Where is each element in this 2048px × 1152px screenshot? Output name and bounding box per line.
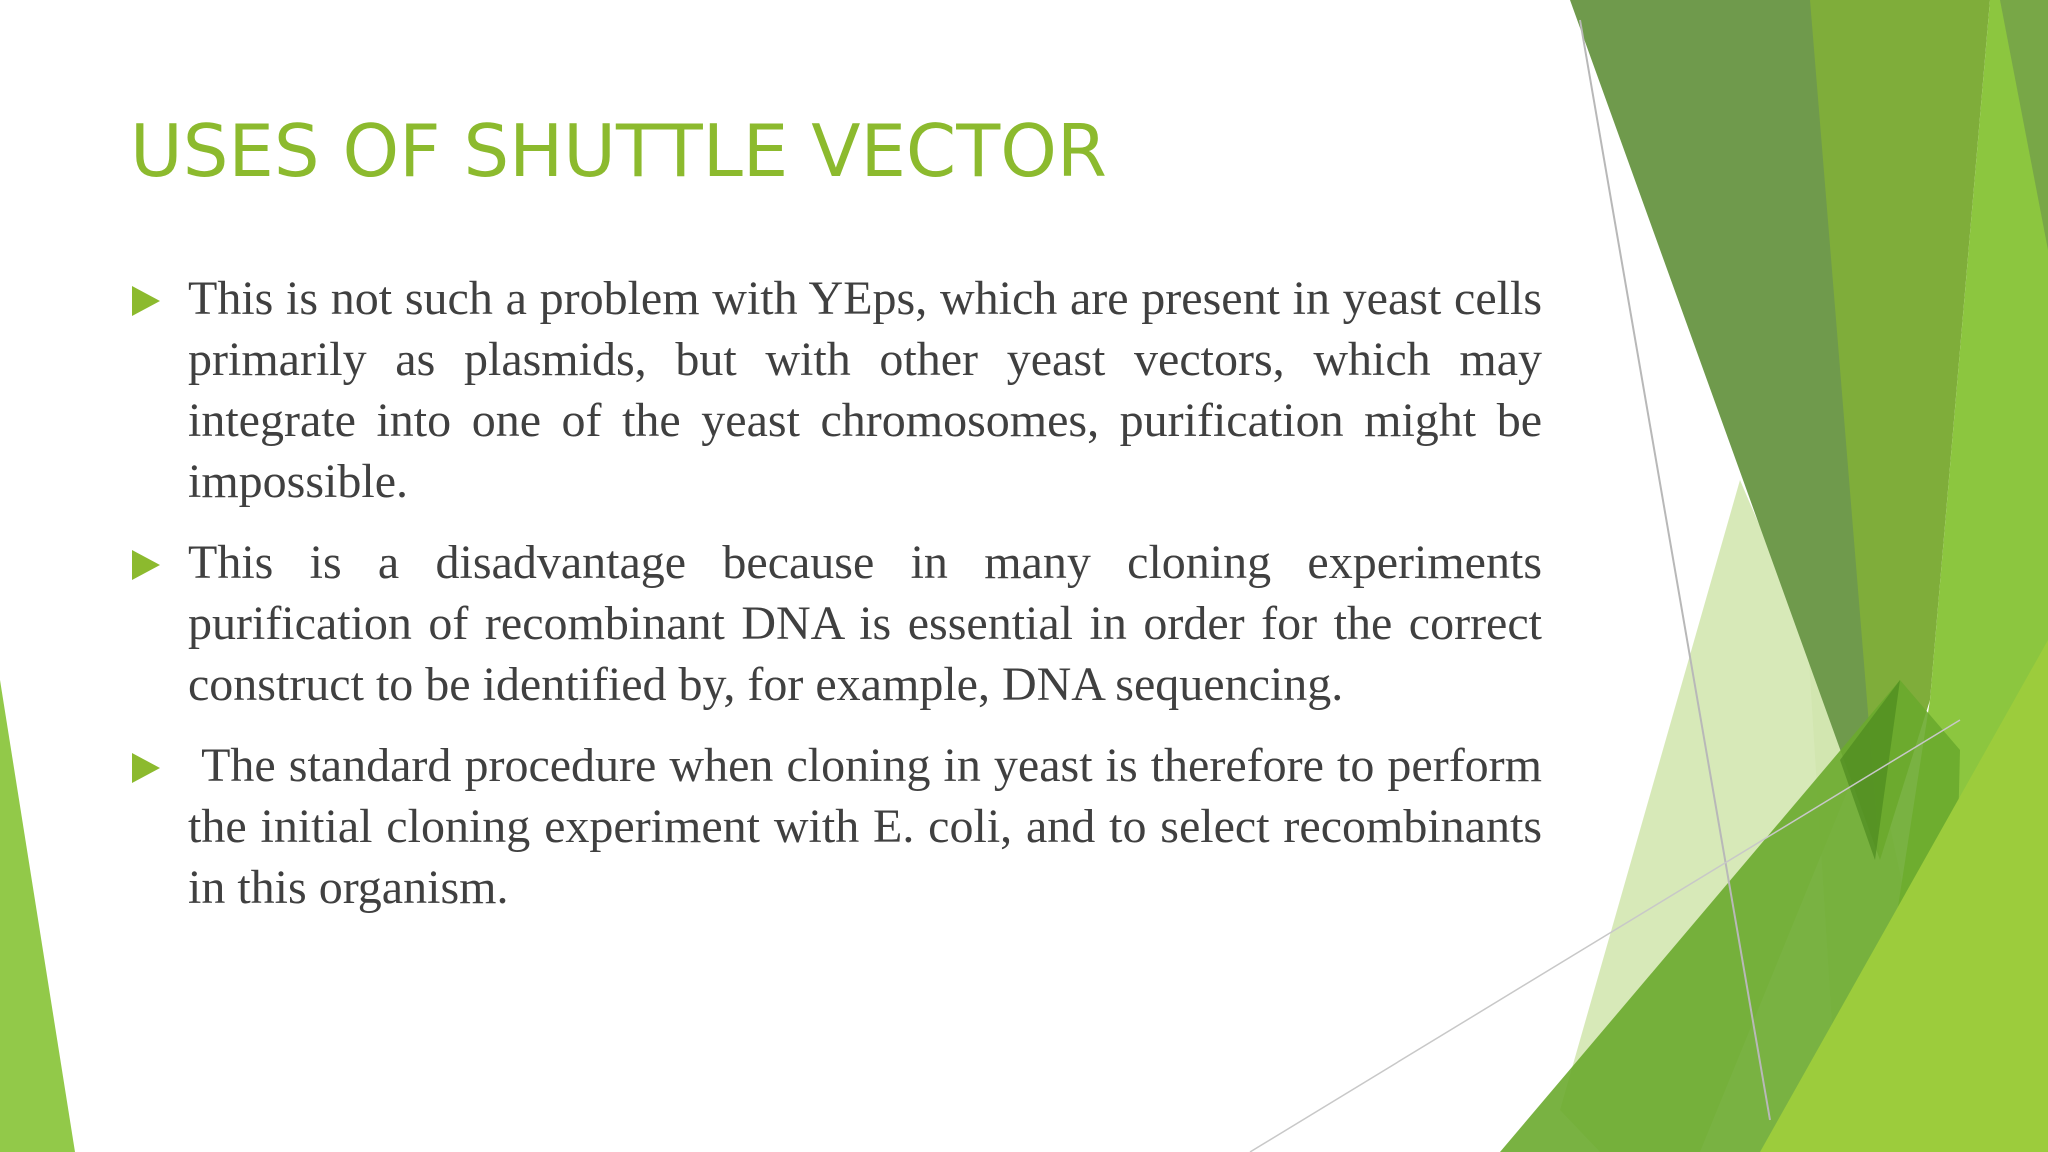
bullet-item <box>130 532 1542 715</box>
bullet-item <box>130 268 1542 512</box>
bullet-text: This is a disadvantage because in many cloning experiments purification of recombinant DNA is essential in order for the correct construct to be identified by, for example, DNA sequencing. <box>188 536 1542 711</box>
bullet-list <box>130 268 1555 938</box>
bullet-arrow-icon <box>132 550 160 580</box>
slide-title: USES OF SHUTTLE VECTOR <box>130 109 1107 193</box>
bullet-text: This is not such a problem with YEps, which are present in yeast cells primarily as plasmids, but with other yeast vectors, which may integrate into one of the yeast chromosomes, purification might be impossible. <box>188 272 1542 508</box>
bullet-arrow-icon <box>132 286 160 316</box>
bullet-text: The standard procedure when cloning in yeast is therefore to perform the initial cloning experiment with E. coli, and to select recombinants in this organism. <box>188 739 1555 914</box>
bullet-item <box>130 735 1555 918</box>
left-green-wedge <box>0 680 75 1152</box>
bullet-arrow-icon <box>132 753 160 783</box>
